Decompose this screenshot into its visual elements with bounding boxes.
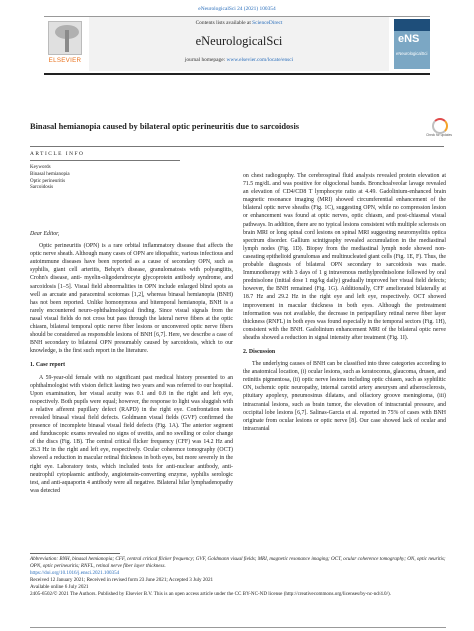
sciencedirect-link[interactable]: ScienceDirect: [252, 20, 283, 26]
divider: [30, 160, 180, 161]
journal-homepage-link[interactable]: www.elsevier.com/locate/ensci: [226, 57, 294, 63]
keywords-block: [30, 165, 180, 192]
homepage-line: [89, 57, 389, 63]
keyword: Optic perineuritis: [30, 178, 66, 184]
keyword: Binasal hemianopia: [30, 171, 70, 177]
elsevier-logo[interactable]: [45, 21, 83, 67]
doi-link[interactable]: https://doi.org/10.1016/j.ensci.2021.100354: [30, 569, 120, 576]
divider: [30, 146, 444, 147]
received-dates: Received 12 January 2021; Received in revised form 23 June 2021; Accepted 3 July 2021: [30, 576, 214, 583]
masthead-banner: [89, 17, 389, 71]
section-heading-discussion: 2. Discussion: [243, 348, 276, 355]
bottom-divider: [30, 627, 446, 628]
copyright-license: 2405-6502/© 2021 The Authors. Published by Elsevier B.V. This is an open access article under the CC BY-NC-ND license (http://creativecommons.org/licenses/by-nc-nd/4.0/).: [30, 590, 391, 597]
check-for-updates-badge[interactable]: [426, 118, 452, 138]
journal-cover-thumbnail[interactable]: [394, 19, 430, 69]
keywords-label: Keywords: [30, 165, 51, 170]
article-title: Binasal hemianopia caused by bilateral optic perineuritis due to sarcoidosis: [30, 122, 300, 131]
contents-line: [89, 20, 389, 26]
check-badge-text: Check for updates: [426, 133, 452, 137]
cover-name: eNeurologicalSci: [396, 51, 428, 56]
article-footer: [30, 556, 446, 597]
journal-masthead: [44, 16, 430, 75]
body-paragraph: on chest radiography. The cerebrospinal fluid analysis revealed protein elevation at 71.5 mg/dL and was positive for oligoclonal bands. Bronchoalveolar lavage revealed an elevation of CD4/CD8 T lymphocyte ratio at 4.49. Gadolinium-enhanced brain magnetic resonance imaging (MRI) showed circumferential enhancement of the bilateral optic nerve sheaths (Fig. 1C), suggesting OPN, while no compression lesion or enhancement was found at optic nerves, optic chiasm, and post-chiasmal visual pathways. In addition, there are no typical lesions consistent with multiple sclerosis on brain MRI or long spinal cord lesions on spinal MRI suggesting neuromyelitis optica spectrum disorder. Gallium scintigraphy revealed accumulation in the mediastinal lymph nodes (Fig. 1D). Biopsy from the mediastinal lymph node showed non-caseating epithelioid granulomas and multinucleated giant cells (Fig. 1E, F). Thus, the probable diagnosis of bilateral OPN secondary to sarcoidosis was made. Immunotherapy with 3 days of 1 g intravenous methylprednisolone followed by oral prednisolone (initial dose 1 mg/kg daily) gradually improved her visual field defects; however, the BNH remained (Fig. 1G). Additionally, CFF ameliorated bilaterally at 18.7 Hz and 29.2 Hz in the right eye and left eye, respectively. OCT showed improvement in macular thickness in both eyes. Although the pretreatment information was not available, the decrease in peripapillary retinal nerve fiber layer thickness (RNFL) in both eyes was found especially in the temporal sectors (Fig. 1H), consistent with the BNH. Gadolinium enhancement MRI of the bilateral optic nerve sheaths showed a reduction in signal intensity after treatment (Fig. 1I).: [243, 173, 446, 341]
body-column-right: [243, 172, 446, 433]
homepage-prefix: journal homepage:: [184, 57, 227, 63]
article-info-heading: ARTICLE INFO: [30, 151, 85, 157]
body-paragraph: Optic perineuritis (OPN) is a rare orbital inflammatory disease that affects the optic nerve sheath. Although many cases of OPN are idiopathic, various infectious and autoimmune diseases have been reported as a cause of secondary OPN, such as syphilis, giant cell arteritis, Behçet's disease, granulomatosis with polyangiitis, Crohn's disease, anti- myelin-oligodendrocyte glycoprotein antibody syndrome, and sarcoidosis [1–5]. Visual field abnormalities in OPN include enlarged blind spots as well as arcuate and paracentral scotomas [1,2], whereas binasal hemianopia (BNH) has not been reported. Unlike homonymous and bitemporal hemianopia, BNH is a rarely encountered neuro-ophthalmological finding. Since visual signals from the nasal visual fields do not cross but pass through the lateral nerve fibers at the optic chiasm, bilateral temporal optic nerve fiber lesions or unconvered optic nerve fibers should be considered as responsible lesions of BNH [6,7]. Here, we describe a case of BNH secondary to bilateral OPN presumably caused by sarcoidosis, which to our knowledge, is the first such report in the literature.: [30, 243, 233, 355]
body-paragraph: A 59-year-old female with no significant past medical history presented to an ophthalmologist with vision deficit lasting two years and was referred to our hospital. Upon examination, her visual acuity was 0.1 and 0.8 in the right and left eye, respectively. Both pupils were equal; however, the response to light was sluggish with a relative afferent pupillary defect (RAPD) in the right eye. Confrontation tests revealed binasal visual field defects. Goldmann visual fields (GVF) confirmed the presence of incomplete binasal visual field defects (Fig. 1A). The anterior segment and funduscopic exams revealed no signs of uveitis, and no swelling or color change of the discs (Fig. 1B). The central critical flicker frequency (CFF) was 14.2 Hz and 26.3 Hz in the right and left eye, respectively. Ocular coherence tomography (OCT) showed a reduction in macular retinal thickness in both eyes, but more severely in the right eye. Laboratory tests, which included tests for anti-nuclear antibody, anti-neutrophil cytoplasmic antibody, angiotensin-converting enzyme, syphilis serologic test, and anti-aquaporin 4 antibody were all negative. Bilateral hilar lymphadenopathy was detected: [30, 374, 233, 494]
check-updates-icon: [432, 118, 448, 134]
footnote-divider: [30, 553, 120, 554]
online-date: Available online 6 July 2021: [30, 583, 89, 590]
body-paragraph: The underlying causes of BNH can be classified into three categories according to the anatomical location, (i) ocular lesions, such as keratoconus, glaucoma, drusen, and retinitis pigmentosa, (ii) optic nerve lesions including optic chiasm, such as syphilitic ON, ischemic optic neuropathy, internal carotid artery aneurysm and atherosclerosis, pituitary apoplexy, pneumosinus dilatans, and olfactory groove meningioma, (iii) intracranial lesions, such as brain tumor, the elevation of intracranial pressure, and occipital lobe lesions [6,7]. Salinas-Garcia et al. reported in 75% of cases with BNH originate from ocular lesions or optic nerve [8]. Our case showed lack of ocular and intracranial: [243, 361, 446, 432]
salutation: Dear Editor,: [30, 231, 60, 237]
body-column-left: [30, 230, 233, 495]
journal-reference[interactable]: eNeurologicalSci 24 (2021) 100354: [198, 6, 276, 12]
contents-prefix: Contents lists available at: [195, 20, 253, 26]
section-heading-case-report: 1. Case report: [30, 362, 66, 369]
cover-mark: eNS: [398, 33, 420, 45]
abbreviations-note: Abbreviation: BNH, binasal hemianopia; CFF, central critical flicker frequency; GVF, Goldmann visual fields; MRI, magnetic resonance imaging; OCT, ocular coherence tomography; ON, optic neuritis; OPN, optic perineuritis; RNFL, retinal nerve fiber layer thickness.: [30, 556, 446, 569]
publisher-wordmark: ELSEVIER: [48, 57, 82, 64]
tree-icon: [48, 21, 82, 55]
keyword: Sarcoidosis: [30, 185, 54, 191]
journal-title: eNeurologicalSci: [195, 34, 283, 48]
